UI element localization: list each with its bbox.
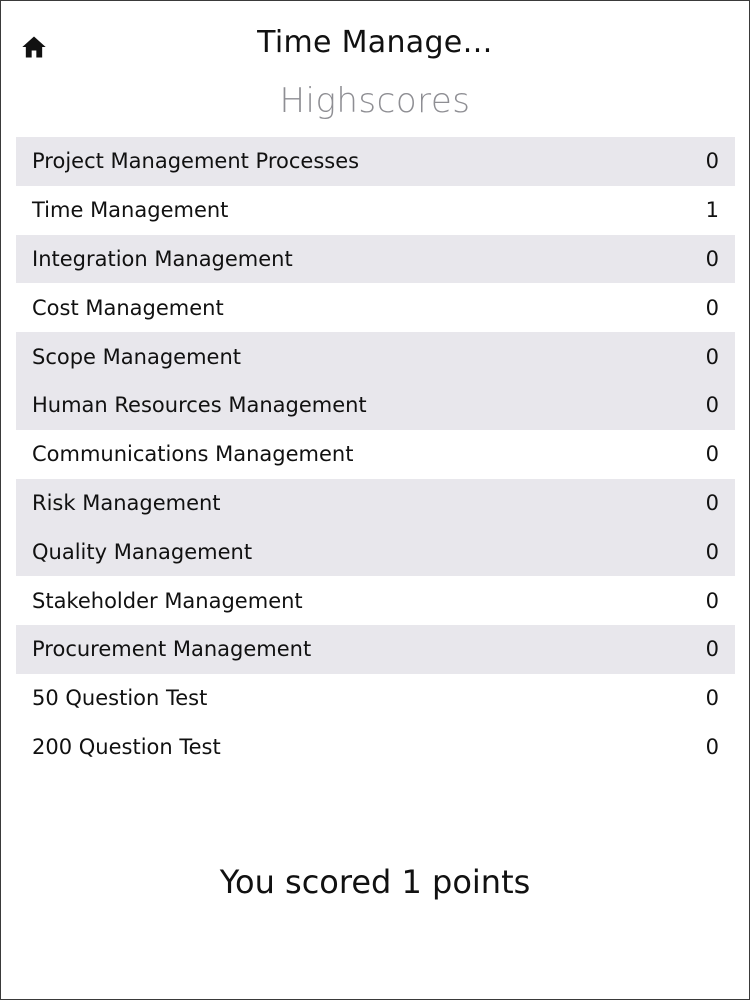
highscore-category-label: 200 Question Test bbox=[32, 734, 221, 759]
home-icon bbox=[20, 33, 48, 61]
highscore-value: 0 bbox=[705, 637, 719, 662]
highscore-value: 0 bbox=[705, 149, 719, 174]
highscore-value: 0 bbox=[705, 734, 719, 759]
highscore-category-label: Procurement Management bbox=[32, 637, 312, 662]
highscore-row[interactable] bbox=[16, 625, 735, 674]
highscore-category-label: Integration Management bbox=[32, 246, 293, 271]
highscore-row[interactable] bbox=[16, 186, 735, 235]
highscores-heading: Highscores bbox=[279, 81, 471, 121]
highscore-row[interactable] bbox=[16, 674, 735, 723]
highscore-category-label: Time Management bbox=[32, 198, 229, 223]
highscore-category-label: Scope Management bbox=[32, 344, 241, 369]
highscore-row[interactable] bbox=[16, 576, 735, 625]
highscore-category-label: Communications Management bbox=[32, 442, 354, 467]
highscore-value: 0 bbox=[705, 539, 719, 564]
highscore-category-label: Quality Management bbox=[32, 539, 253, 564]
highscore-value: 0 bbox=[705, 490, 719, 515]
highscore-value: 0 bbox=[705, 246, 719, 271]
highscore-row[interactable] bbox=[16, 381, 735, 430]
highscore-category-label: 50 Question Test bbox=[32, 686, 208, 711]
highscore-value: 0 bbox=[705, 295, 719, 320]
highscore-value: 0 bbox=[705, 442, 719, 467]
highscore-row[interactable] bbox=[16, 527, 735, 576]
highscore-row[interactable] bbox=[16, 235, 735, 284]
highscore-row[interactable] bbox=[16, 137, 735, 186]
navigation-bar bbox=[1, 1, 749, 91]
home-button[interactable] bbox=[19, 32, 49, 62]
highscore-category-label: Cost Management bbox=[32, 295, 224, 320]
highscore-row[interactable] bbox=[16, 283, 735, 332]
highscore-row[interactable] bbox=[16, 479, 735, 528]
highscore-category-label: Project Management Processes bbox=[32, 149, 360, 174]
highscore-value: 0 bbox=[705, 588, 719, 613]
highscore-category-label: Risk Management bbox=[32, 490, 221, 515]
highscore-category-label: Stakeholder Management bbox=[32, 588, 303, 613]
highscore-row[interactable] bbox=[16, 430, 735, 479]
highscore-value: 0 bbox=[705, 344, 719, 369]
nav-title: Time Manage… bbox=[257, 25, 493, 60]
score-result: You scored 1 points bbox=[219, 863, 531, 901]
highscore-value: 0 bbox=[705, 686, 719, 711]
highscore-value: 1 bbox=[705, 198, 719, 223]
highscore-row[interactable] bbox=[16, 332, 735, 381]
highscore-category-label: Human Resources Management bbox=[32, 393, 367, 418]
highscore-value: 0 bbox=[705, 393, 719, 418]
highscores-list bbox=[16, 137, 735, 771]
highscore-row[interactable] bbox=[16, 723, 735, 772]
